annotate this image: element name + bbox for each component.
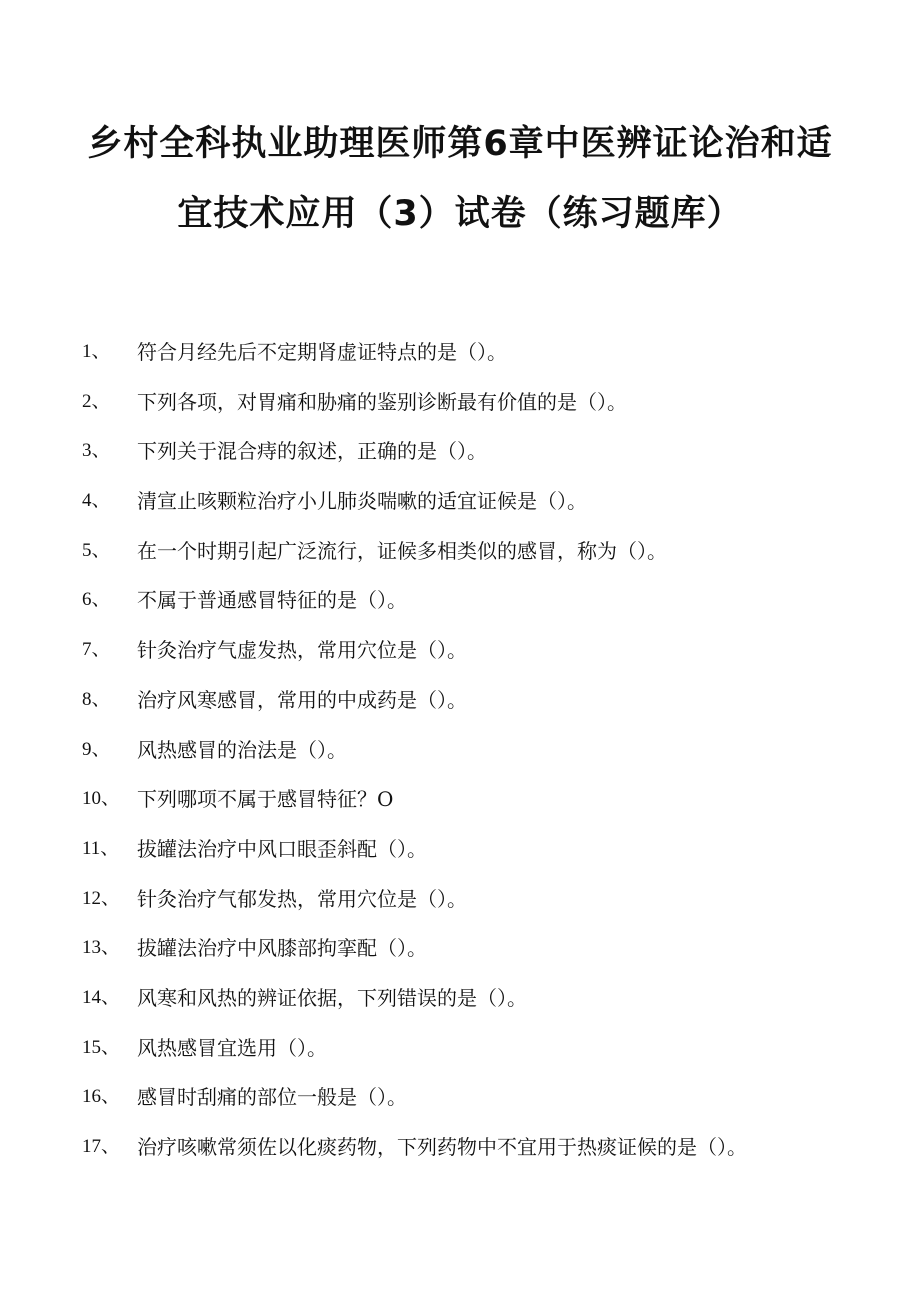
question-item (0, 1125, 920, 1175)
question-text: 风热感冒的治法是（）。 (137, 737, 347, 762)
question-item (0, 827, 920, 877)
question-item (0, 1026, 920, 1076)
question-number: 2、 (82, 390, 111, 412)
question-number: 9、 (82, 738, 111, 760)
question-number: 3、 (82, 440, 111, 462)
question-text: 符合月经先后不定期肾虚证特点的是（）。 (137, 340, 507, 364)
question-text: 治疗咳嗽常须佐以化痰药物，下列药物中不宜用于热痰证候的是（）。 (137, 1135, 747, 1159)
question-number: 15、 (82, 1036, 121, 1058)
question-text: 清宣止咳颗粒治疗小儿肺炎喘嗽的适宜证候是（）。 (137, 489, 587, 514)
question-text: 拔罐法治疗中风膝部拘挛配（）。 (137, 936, 427, 961)
question-number: 1、 (82, 341, 111, 362)
question-text: 针灸治疗气郁发热，常用穴位是（）。 (137, 886, 467, 911)
question-text: 在一个时期引起广泛流行，证候多相类似的感冒，称为（）。 (137, 538, 667, 563)
question-item (0, 1075, 920, 1125)
question-item (0, 380, 920, 430)
question-number: 17、 (82, 1136, 121, 1157)
question-text: 针灸治疗气虚发热，常用穴位是（）。 (137, 638, 467, 663)
question-item (0, 479, 920, 529)
question-number: 13、 (82, 937, 121, 959)
question-number: 8、 (82, 688, 111, 710)
question-item (0, 330, 920, 380)
question-number: 12、 (82, 887, 121, 909)
question-item (0, 877, 920, 927)
question-item (0, 728, 920, 778)
question-item (0, 777, 920, 827)
question-number: 16、 (82, 1086, 121, 1108)
question-text: 拔罐法治疗中风口眼歪斜配（）。 (137, 836, 427, 861)
question-text: 下列哪项不属于感冒特征？O (137, 787, 394, 812)
question-text: 风热感冒宜选用（）。 (137, 1035, 327, 1060)
question-number: 11、 (82, 837, 120, 859)
document-title-line-2: 宜技术应用（3）试卷（练习题库） (177, 194, 743, 234)
question-number: 14、 (82, 986, 121, 1008)
question-text: 下列关于混合痔的叙述，正确的是（）。 (137, 439, 487, 464)
question-item (0, 578, 920, 628)
question-text: 感冒时刮痛的部位一般是（）。 (137, 1085, 407, 1110)
question-item (0, 628, 920, 678)
question-text: 下列各项，对胃痛和胁痛的鉴别诊断最有价值的是（）。 (137, 389, 627, 414)
question-text: 治疗风寒感冒，常用的中成药是（）。 (137, 687, 467, 712)
question-number: 10、 (82, 788, 121, 810)
question-item (0, 976, 920, 1026)
question-number: 7、 (82, 639, 111, 661)
document-title-line-1: 乡村全科执业助理医师第6章中医辨证论治和适 (87, 124, 833, 164)
question-item (0, 678, 920, 728)
question-text: 不属于普通感冒特征的是（）。 (137, 588, 407, 613)
question-text: 风寒和风热的辨证依据，下列错误的是（）。 (137, 985, 527, 1010)
question-item (0, 429, 920, 479)
question-number: 5、 (82, 539, 111, 561)
question-number: 4、 (82, 490, 111, 512)
question-item (0, 529, 920, 579)
question-number: 6、 (82, 589, 111, 611)
question-item (0, 926, 920, 976)
question-list (0, 330, 920, 1175)
